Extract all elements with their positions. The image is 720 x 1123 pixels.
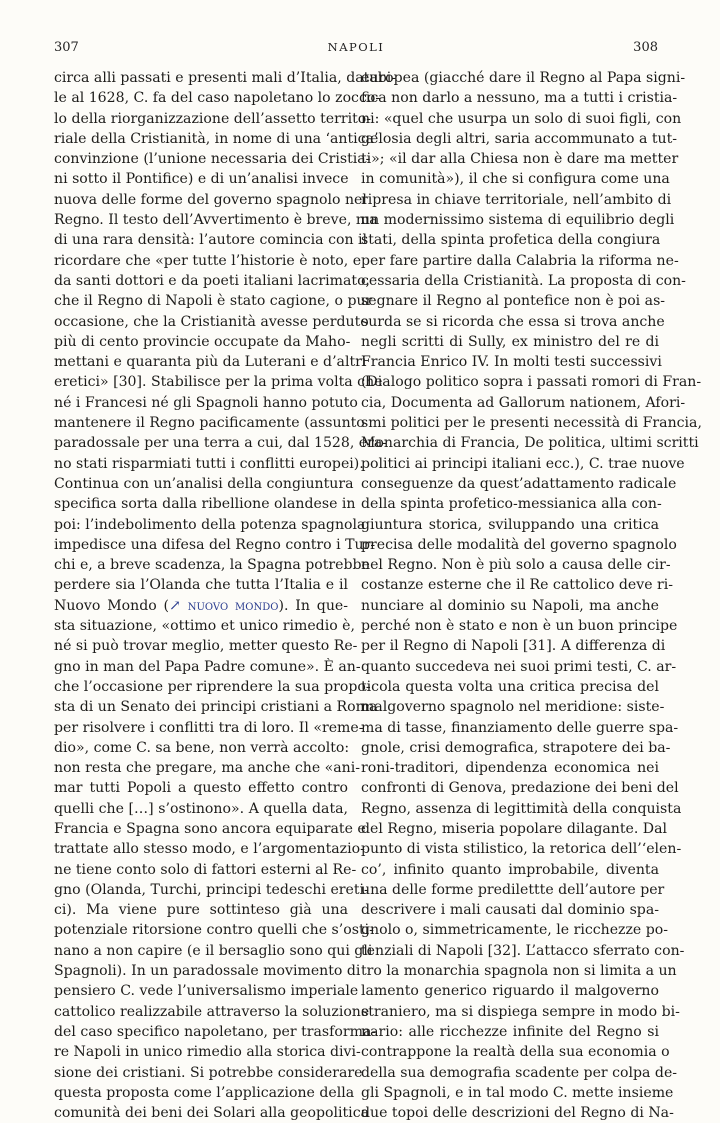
text-line: potenziale ritorsione contro quelli che s’osti- <box>54 922 374 939</box>
text-line <box>54 596 348 616</box>
text-line: lo della riorganizzazione dell’assetto territo- <box>54 110 372 127</box>
text-line: stati, della spinta profetica della congiura <box>361 232 661 249</box>
text-line: roni-traditori, dipendenza economica nei <box>361 760 659 777</box>
text-line: politici ai principi italiani ecc.), C. trae nuove <box>361 455 685 472</box>
text-line: Regno, assenza di legittimità della conquista <box>361 800 682 817</box>
text-line: punto di vista stilistico, la retorica dell’‘elen- <box>361 841 682 858</box>
text-line: negli scritti di Sully, ex ministro del re di <box>361 333 659 350</box>
text-line: quelli che […] s’ostinono». A quella data, <box>54 800 348 817</box>
text-line: (Dialogo politico sopra i passati romori di Fran- <box>361 374 702 391</box>
text-line: nuova delle forme del governo spagnolo nel <box>54 191 367 208</box>
text-line: conseguenze da quest’adattamento radicale <box>361 475 677 492</box>
text-line: un modernissimo sistema di equilibrio degli <box>361 212 675 229</box>
text-line: co’, infinito quanto improbabile, diventa <box>361 861 659 878</box>
text-line: né si può trovar meglio, metter questo Re- <box>54 638 358 655</box>
text-line: più di cento provincie occupate da Maho- <box>54 333 351 350</box>
text-line: quanto succedeva nei suoi primi testi, C. ar- <box>361 658 677 675</box>
text-line: straniero, ma si dispiega sempre in modo bi- <box>361 1003 680 1020</box>
text-line: descrivere i mali causati dal dominio spa- <box>361 902 659 919</box>
text-line: surda se si ricorda che essa si trova anche <box>361 313 665 330</box>
text-line: gli Spagnoli, e in tal modo C. mette insieme <box>361 1084 674 1101</box>
text-line: tro la monarchia spagnola non si limita a un <box>361 963 677 980</box>
text-line: cia, Documenta ad Gallorum nationem, Afori- <box>361 394 686 411</box>
text-line: fica non darlo a nessuno, ma a tutti i cristia- <box>361 90 678 107</box>
text-line: Francia e Spagna sono ancora equiparate e <box>54 820 366 837</box>
text-line: smi politici per le presenti necessità di Francia, <box>361 415 702 432</box>
text-fragment: ). In que- <box>278 597 348 614</box>
text-line: sta situazione, «ottimo et unico rimedio è, <box>54 618 355 635</box>
text-line: per fare partire dalla Calabria la riforma ne- <box>361 252 679 269</box>
text-line: giuntura storica, sviluppando una critica <box>361 516 659 533</box>
text-column-left <box>54 68 397 1123</box>
text-fragment: Nuovo Mondo ( <box>54 597 170 614</box>
text-line: mettani e quaranta più da Luterani e d’altri <box>54 354 367 371</box>
text-line: re Napoli in unico rimedio alla storica divi- <box>54 1044 361 1061</box>
crossref-arrow-icon[interactable]: ↗ <box>169 597 181 614</box>
text-line: nario: alle ricchezze infinite del Regno si <box>361 1023 659 1040</box>
text-line: costanze esterne che il Re cattolico deve ri- <box>361 577 674 594</box>
text-line: della sua demografia scadente per colpa de- <box>361 1064 678 1081</box>
text-line: cattolico realizzabile attraverso la soluzione <box>54 1003 370 1020</box>
text-line: sione dei cristiani. Si potrebbe considerare <box>54 1064 363 1081</box>
text-line: che l’occasione per riprendere la sua propo- <box>54 678 371 695</box>
text-line: ticola questa volta una critica precisa del <box>361 678 659 695</box>
text-line: circa alli passati e presenti mali d’Italia, databi- <box>54 70 397 86</box>
text-line: Monarchia di Francia, De politica, ultimi scritti <box>361 435 699 452</box>
text-line: ricordare che «per tutte l’historie è noto, e <box>54 252 362 269</box>
text-line: né i Francesi né gli Spagnoli hanno potuto <box>54 394 358 411</box>
running-header <box>54 40 658 60</box>
text-line: di una rara densità: l’autore comincia con il <box>54 232 368 249</box>
text-line: segnare il Regno al pontefice non è poi as- <box>361 293 666 310</box>
text-line: Continua con un’analisi della congiuntura <box>54 475 354 492</box>
text-line: mantenere il Regno pacificamente (assunto <box>54 415 365 432</box>
text-line: che il Regno di Napoli è stato cagione, o pur <box>54 293 373 310</box>
text-line: gno in man del Papa Padre comune». È an- <box>54 658 361 675</box>
text-line: nano a non capire (e il bersaglio sono qui gli <box>54 942 373 959</box>
text-column-right <box>361 68 702 1123</box>
text-line: perdere sia l’Olanda che tutta l’Italia e il <box>54 577 348 594</box>
text-line: specifica sorta dalla ribellione olandese in <box>54 496 356 513</box>
text-line: ne tiene conto solo di fattori esterni al Re- <box>54 861 357 878</box>
text-line: perché non è stato e non è un buon principe <box>361 618 678 635</box>
text-line: tenziali di Napoli [32]. L’attacco sferrato con- <box>361 942 685 959</box>
text-line: poi: l’indebolimento della potenza spagnola <box>54 516 366 533</box>
text-line: riale della Cristianità, in nome di una ‘antica’ <box>54 130 379 147</box>
text-line: gno (Olanda, Turchi, principi tedeschi ereti- <box>54 881 369 898</box>
text-line: Regno. Il testo dell’Avvertimento è breve, ma <box>54 212 378 229</box>
text-line: europea (giacché dare il Regno al Papa signi- <box>361 70 686 86</box>
text-line: gnole, crisi demografica, strapotere dei ba- <box>361 739 671 756</box>
text-line: chi e, a breve scadenza, la Spagna potrebbe <box>54 557 370 574</box>
text-line: le al 1628, C. fa del caso napoletano lo zocco- <box>54 90 381 107</box>
text-line: da santi dottori e da poeti italiani lacrimato, <box>54 272 371 289</box>
text-line: nel Regno. Non è più solo a causa delle cir- <box>361 557 671 574</box>
text-line: ni sotto il Pontifice) e di un’analisi invece <box>54 171 349 188</box>
text-line: sta di un Senato dei principi cristiani a Roma <box>54 699 378 716</box>
text-line: contrappone la realtà della sua economia o <box>361 1044 670 1061</box>
text-line: comunità dei beni dei Solari alla geopolitica <box>54 1105 369 1122</box>
text-line: eretici» [30]. Stabilisce per la prima volta che <box>54 374 383 391</box>
text-line: ci). Ma viene pure sottinteso già una <box>54 902 348 919</box>
text-line: questa proposta come l’applicazione della <box>54 1084 355 1101</box>
text-line: convinzione (l’unione necessaria dei Cristia- <box>54 151 371 168</box>
text-line: Spagnoli). In un paradossale movimento di <box>54 963 361 980</box>
page-number-right: 308 <box>633 40 658 55</box>
text-line: per risolvere i conflitti tra di loro. Il «reme- <box>54 719 364 736</box>
text-line: ni: «quel che usurpa un solo di suoi figli, con <box>361 110 682 127</box>
text-line: confronti di Genova, predazione dei beni del <box>361 780 679 797</box>
text-line: mar tutti Popoli a questo effetto contro <box>54 780 348 797</box>
crossref-link[interactable]: nuovo mondo <box>187 597 279 614</box>
text-line: ti»; «il dar alla Chiesa non è dare ma metter <box>361 151 679 168</box>
text-line: non resta che pregare, ma anche che «ani- <box>54 760 361 777</box>
running-title: NAPOLI <box>327 40 385 54</box>
text-line: cessaria della Cristianità. La proposta di con- <box>361 272 686 289</box>
text-line: precisa delle modalità del governo spagnolo <box>361 536 677 553</box>
text-line: due topoi delle descrizioni del Regno di Na- <box>361 1105 674 1122</box>
text-line: in comunità»), il che si configura come una <box>361 171 670 188</box>
text-line: ma di tasse, finanziamento delle guerre spa- <box>361 719 679 736</box>
text-line: ripresa in chiave territoriale, nell’ambito di <box>361 191 672 208</box>
text-line: della spinta profetico-messianica alla con- <box>361 496 662 513</box>
text-line: dio», come C. sa bene, non verrà accolto: <box>54 739 350 756</box>
text-line: gelosia degli altri, saria accommunato a tut- <box>361 130 678 147</box>
text-line: malgoverno spagnolo nel meridione: siste- <box>361 699 665 716</box>
text-line: paradossale per una terra a cui, dal 1528, era- <box>54 435 388 452</box>
text-line: del Regno, miseria popolare dilagante. Dal <box>361 820 668 837</box>
text-line: del caso specifico napoletano, per trasforma- <box>54 1023 377 1040</box>
text-line: lamento generico riguardo il malgoverno <box>361 983 659 1000</box>
text-line: per il Regno di Napoli [31]. A differenza di <box>361 638 666 655</box>
text-line: una delle forme predilettte dell’autore per <box>361 881 665 898</box>
text-line: no stati risparmiati tutti i conflitti europei). <box>54 455 364 472</box>
text-line: gnolo o, simmetricamente, le ricchezze po- <box>361 922 668 939</box>
text-line: nunciare al dominio su Napoli, ma anche <box>361 597 659 614</box>
text-line: impedisce una difesa del Regno contro i Tur- <box>54 536 376 553</box>
text-line: trattate allo stesso modo, e l’argomentazio- <box>54 841 365 858</box>
text-line: pensiero C. vede l’universalismo imperiale <box>54 983 359 1000</box>
page-number-left: 307 <box>54 40 79 55</box>
text-line: occasione, che la Cristianità avesse perduto <box>54 313 369 330</box>
text-line: Francia Enrico IV. In molti testi successivi <box>361 354 662 371</box>
